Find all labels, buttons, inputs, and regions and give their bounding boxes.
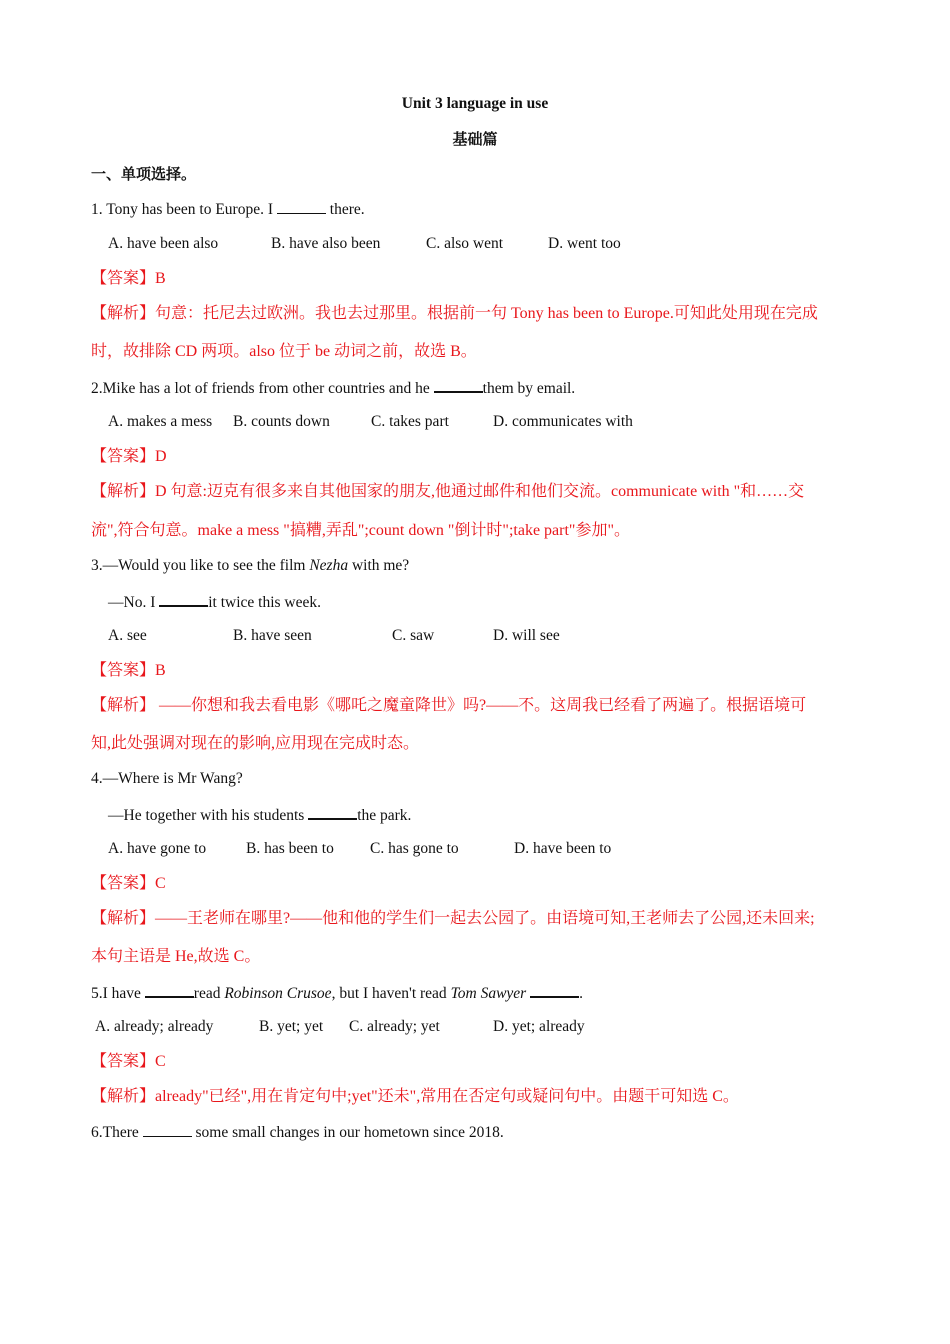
answer-blank xyxy=(277,199,326,214)
question-1-option-d: D. went too xyxy=(548,235,621,252)
question-3-option-d: D. will see xyxy=(493,627,560,644)
question-3-reply: —No. I it twice this week. xyxy=(108,591,321,613)
question-1-option-a: A. have been also xyxy=(108,235,219,252)
question-2-option-d: D. communicates with xyxy=(493,413,633,430)
question-3-analysis-line-1: 【解析】 ——你想和我去看电影《哪吒之魔童降世》吗?——不。这周我已经看了两遍了。根据语境可 xyxy=(91,697,807,714)
question-1-analysis-line-2: 时，故排除 CD 两项。also 位于 be 动词之前，故选 B。 xyxy=(91,343,477,360)
question-4-option-c: C. has gone to xyxy=(370,840,459,857)
question-3-analysis-line-2: 知,此处强调对现在的影响,应用现在完成时态。 xyxy=(91,735,420,752)
question-3-option-a: A. see xyxy=(108,627,147,644)
question-1-stem: 1. Tony has been to Europe. I there. xyxy=(91,201,365,218)
question-4-stem: 4.—Where is Mr Wang? xyxy=(91,770,243,787)
answer-blank xyxy=(143,1122,192,1137)
answer-blank xyxy=(308,804,357,820)
question-1-analysis-line-1: 【解析】句意：托尼去过欧洲。我也去过那里。根据前一句 Tony has been to Europe.可知此处用现在完成 xyxy=(91,305,818,322)
question-2-option-b: B. counts down xyxy=(233,413,330,430)
question-4-answer: 【答案】C xyxy=(91,875,166,892)
question-2-option-a: A. makes a mess xyxy=(108,413,213,430)
question-5-option-c: C. already; yet xyxy=(349,1018,440,1035)
answer-blank xyxy=(530,982,579,998)
answer-blank xyxy=(159,591,208,607)
question-5-stem: 5.I have read Robinson Crusoe, but I haven't read Tom Sawyer . xyxy=(91,982,583,1004)
answer-blank xyxy=(434,377,483,393)
answer-blank xyxy=(145,982,194,998)
question-5-analysis-line-1: 【解析】already"已经",用在肯定句中;yet"还未",常用在否定句或疑问句中。由题干可知选 C。 xyxy=(91,1088,739,1105)
question-4-option-a: A. have gone to xyxy=(108,840,207,857)
question-1-option-c: C. also went xyxy=(426,235,504,252)
question-1-answer: 【答案】B xyxy=(91,270,166,287)
question-5-option-a: A. already; already xyxy=(95,1018,214,1035)
question-3-stem: 3.—Would you like to see the film Nezha with me? xyxy=(91,557,410,574)
question-3-option-c: C. saw xyxy=(392,627,435,644)
question-5-answer: 【答案】C xyxy=(91,1053,166,1070)
question-5-option-b: B. yet; yet xyxy=(259,1018,324,1035)
question-2-analysis-line-2: 流",符合句意。make a mess "搞糟,弄乱";count down "倒计时";take part"参加"。 xyxy=(91,522,630,539)
question-2-option-c: C. takes part xyxy=(371,413,449,430)
question-2-stem: 2.Mike has a lot of friends from other countries and he them by email. xyxy=(91,377,575,399)
question-4-option-b: B. has been to xyxy=(246,840,334,857)
question-6-stem: 6.There some small changes in our hometown since 2018. xyxy=(91,1124,504,1141)
question-3-answer: 【答案】B xyxy=(91,662,166,679)
document-subtitle: 基础篇 xyxy=(452,130,498,148)
question-1-option-b: B. have also been xyxy=(271,235,381,252)
question-4-analysis-line-2: 本句主语是 He,故选 C。 xyxy=(91,948,261,965)
section-heading: 一、单项选择。 xyxy=(91,165,197,183)
question-4-reply: —He together with his students the park. xyxy=(108,804,411,826)
question-2-analysis-line-1: 【解析】D 句意:迈克有很多来自其他国家的朋友,他通过邮件和他们交流。communicate with "和……交 xyxy=(91,483,805,500)
document-title: Unit 3 language in use xyxy=(401,95,549,112)
question-2-answer: 【答案】D xyxy=(91,448,167,465)
question-4-analysis-line-1: 【解析】——王老师在哪里?——他和他的学生们一起去公园了。由语境可知,王老师去了公园,还未回来; xyxy=(91,910,815,927)
question-4-option-d: D. have been to xyxy=(514,840,612,857)
question-5-option-d: D. yet; already xyxy=(493,1018,585,1035)
question-3-option-b: B. have seen xyxy=(233,627,312,644)
